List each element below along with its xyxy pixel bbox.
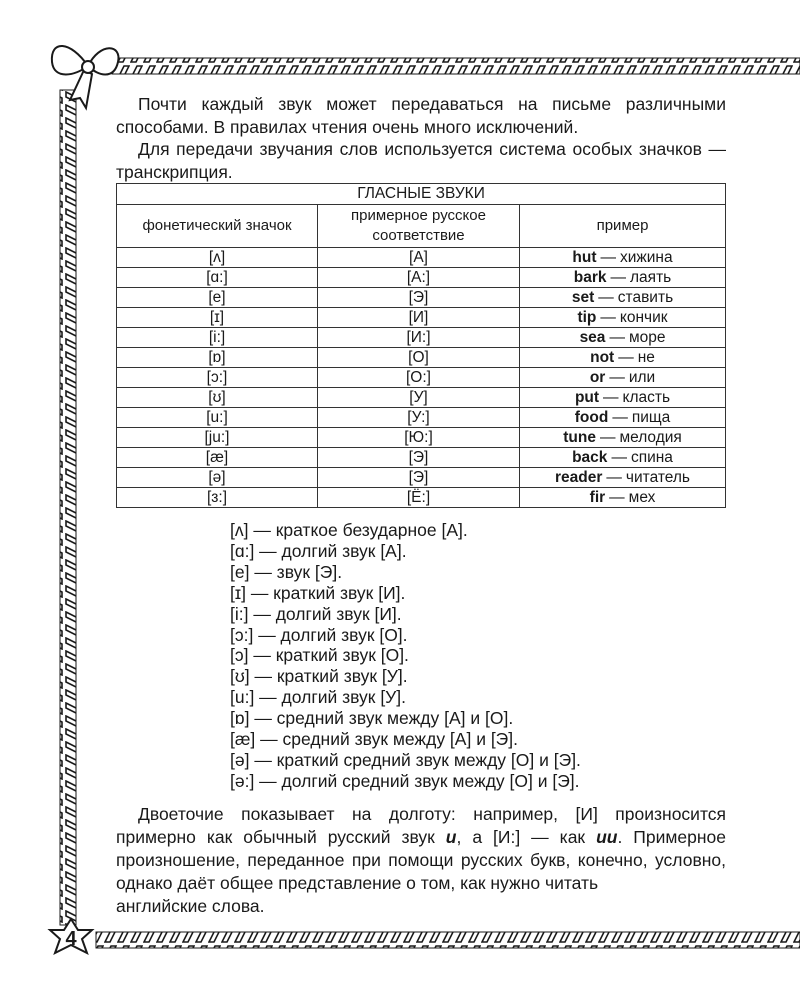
example-translation: или [628,368,656,386]
example-dash: — [600,248,616,266]
vowel-sounds-table [116,183,726,508]
example-cell [520,248,726,268]
example-translation: читатель [625,468,691,486]
table-row [117,448,726,468]
example-translation: море [628,328,666,346]
page-number: 4 [65,928,77,950]
list-item: [ə:] — долгий средний звук между [О] и [Э]. [230,770,580,791]
russian-equivalent-cell: [У] [318,388,520,408]
example-cell [520,408,726,428]
phonetic-sign-cell: [æ] [117,448,318,468]
column-header-sign: фонетический значок [117,205,318,248]
list-item: [i:] — долгий звук [И]. [230,603,402,624]
russian-equivalent-cell: [И:] [318,328,520,348]
table-row [117,308,726,328]
example-cell [520,448,726,468]
russian-equivalent-cell: [А:] [318,268,520,288]
outro-text-3: . Примерное произношение, переданное при помощи русских букв, конечно, условно, однако даёт общее представление о том, как нужно читать [116,827,727,893]
list-item: [ʊ] — краткий звук [У]. [230,666,408,687]
phonetic-sign-cell: [ju:] [117,428,318,448]
table-title: ГЛАСНЫЕ ЗВУКИ [117,184,726,205]
phonetic-sign-cell: [ɑ:] [117,268,318,288]
example-translation: мех [628,488,656,506]
page-number-badge [50,922,92,958]
list-item: [ə] — краткий средний звук между [О] и [Э]. [230,749,581,770]
column-header-russian: примерное русское соответствие [318,205,520,248]
table-row [117,288,726,308]
example-cell [520,268,726,288]
table-body [117,248,726,508]
russian-equivalent-cell: [И] [318,308,520,328]
example-word: hut [572,248,597,266]
russian-equivalent-cell: [Э] [318,288,520,308]
phonetic-sign-cell: [i:] [117,328,318,348]
russian-equivalent-cell: [Э] [318,468,520,488]
russian-equivalent-cell: [У:] [318,408,520,428]
example-cell [520,468,726,488]
list-item: [ɔ:] — долгий звук [О]. [230,624,408,645]
example-dash: — [599,428,616,446]
example-dash: — [606,468,622,486]
example-dash: — [612,408,628,426]
phonetic-sign-cell: [ʌ] [117,248,318,268]
russian-equivalent-cell: [Ё:] [318,488,520,508]
example-dash: — [610,268,627,286]
list-item: [æ] — средний звук между [А] и [Э]. [230,729,518,750]
outro-text-2: , а [И:] — как [456,827,597,847]
example-word: food [574,408,609,426]
intro-paragraph-2: Для передачи звучания слов используется система особых значков — транскрипция. [116,139,726,182]
example-dash: — [600,308,616,326]
example-word: tune [563,428,596,446]
example-word: tip [577,308,597,326]
example-word: fir [589,488,606,506]
table-row [117,388,726,408]
example-dash: — [611,448,627,466]
russian-equivalent-cell: [О] [318,348,520,368]
example-translation: спина [630,448,673,466]
outro-emphasis-1: и [445,827,457,847]
example-translation: ставить [617,288,674,306]
table-row [117,348,726,368]
example-translation: лаять [630,268,672,286]
example-cell [520,348,726,368]
russian-equivalent-cell: [А] [318,248,520,268]
russian-equivalent-cell: [Ю:] [318,428,520,448]
example-word: sea [579,328,606,346]
example-word: or [589,368,606,386]
example-translation: мелодия [619,428,682,446]
example-cell [520,388,726,408]
table-row [117,488,726,508]
outro-text-1: Двоеточие показывает на долготу: например, [И] произносится примерно как обычный русский звук [116,804,726,847]
outro-paragraph [116,803,726,918]
example-translation: хижина [620,248,673,266]
phonetic-sign-cell: [ɒ] [117,348,318,368]
example-dash: — [609,328,625,346]
table-row [117,268,726,288]
example-cell [520,288,726,308]
outro-text-4: английские слова. [116,896,265,916]
table-row [117,368,726,388]
list-item: [ɒ] — средний звук между [А] и [О]. [230,708,514,729]
phonetic-sign-cell: [ɪ] [117,308,318,328]
list-item: [ɔ] — краткий звук [О]. [230,645,409,666]
russian-equivalent-cell: [О:] [318,368,520,388]
list-item: [ʌ] — краткое безударное [А]. [230,520,468,540]
list-item: [ɑ:] — долгий звук [А]. [230,540,407,561]
outro-emphasis-2: ии [596,827,618,847]
example-translation: кончик [619,308,668,326]
example-word: bark [573,268,607,286]
example-dash: — [609,368,625,386]
example-translation: пища [631,408,671,426]
example-word: reader [555,468,603,486]
phonetic-sign-cell: [u:] [117,408,318,428]
example-translation: не [637,348,655,366]
example-dash: — [609,488,625,506]
table-row [117,408,726,428]
table-row [117,468,726,488]
intro-paragraph-1: Почти каждый звук может передаваться на письме различными способами. В правилах чтения очень много исключений. [116,94,726,137]
example-dash: — [603,388,619,406]
table-row [117,248,726,268]
list-item: [u:] — долгий звук [У]. [230,687,407,708]
sound-notes-list [230,520,581,792]
example-cell [520,328,726,348]
list-item: [ɪ] — краткий звук [И]. [230,582,406,603]
phonetic-sign-cell: [ɔ:] [117,368,318,388]
russian-equivalent-cell: [Э] [318,448,520,468]
column-header-example: пример [520,205,726,248]
example-dash: — [598,288,614,306]
example-cell [520,368,726,388]
example-translation: класть [622,388,671,406]
example-word: not [590,348,615,366]
table-row [117,428,726,448]
phonetic-sign-cell: [e] [117,288,318,308]
phonetic-sign-cell: [ʊ] [117,388,318,408]
table-row [117,328,726,348]
example-cell [520,428,726,448]
example-word: set [571,288,595,306]
example-dash: — [618,348,634,366]
example-word: back [572,448,608,466]
list-item: [e] — звук [Э]. [230,561,343,582]
example-word: put [574,388,600,406]
phonetic-sign-cell: [ə] [117,468,318,488]
phonetic-sign-cell: [ɜ:] [117,488,318,508]
example-cell [520,488,726,508]
example-cell [520,308,726,328]
